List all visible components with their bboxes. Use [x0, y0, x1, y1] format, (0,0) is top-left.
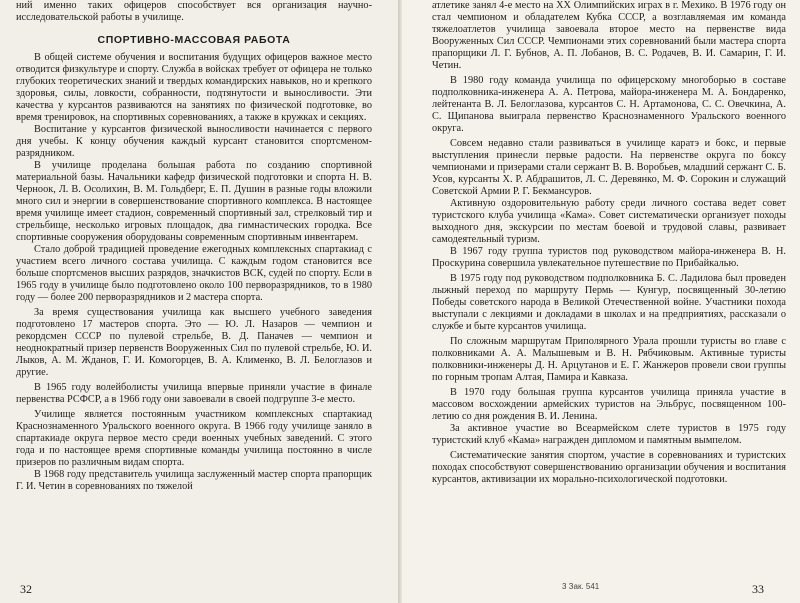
right-paragraph: атлетике занял 4-е место на XX Олимпийских играх в г. Мехико. В 1976 году он стал чемпионом и обладателем Кубка СССР, а возглавляемая им команда тяжелоатлетов училища завоевала второе место на первенстве вида Вооруженных Сил СССР. Чемпионами этих соревнований были мастера спорта прапорщики Л. Г. Бубнов, А. П. Лобанов, В. С. Родачев, В. И. Самарин, Г. И. Четин.: [432, 0, 786, 71]
right-paragraph: В 1967 году группа туристов под руководством майора-инженера В. Н. Проскурина совершила увлекательное путешествие по Прибайкалью.: [432, 246, 786, 269]
left-paragraph: За время существования училища как высшего учебного заведения подготовлено 17 мастеров спорта. Это — Ю. Л. Назаров — чемпион и рекордсмен СССР по пулевой стрельбе, В. Д. Паначев — чемпион и неоднократный призер первенств Вооруженных Сил по пулевой стрельбе, Ю. И. Лыков, А. М. Жданов, Г. И. Комогорцев, В. А. Клименко, В. Л. Белоглазов и другие.: [16, 307, 372, 378]
left-paragraph: В общей системе обучения и воспитания будущих офицеров важное место отводится физкультуре и спорту. Служба в войсках требует от офицера не только глубоких теоретических знаний и твердых командирских навыков, но и крепкого здоровья, силы, ловкости, собранности, подтянутости и выносливости. Эти качества у курсантов развиваются на занятиях по физической подготовке, во время тренировок, на спортивных соревнованиях, а также в кружках и секциях.: [16, 52, 372, 123]
left-top-lines: ний именно таких офицеров способствует вся организация научно-исследовательской работы в училище.: [16, 0, 372, 23]
left-page: [0, 0, 398, 603]
right-paragraph: Систематические занятия спортом, участие в соревнованиях и туристских походах способствуют совершенствованию организации обучения и воспитания курсантов, активизации их морально-психологической подготовки.: [432, 450, 786, 485]
right-paragraph: Активную оздоровительную работу среди личного состава ведет совет туристского клуба училища «Кама». Совет систематически организует походы выходного дня, экскурсии по местам боевой и трудовой славы, развивает самодеятельный туризм.: [432, 198, 786, 245]
section-heading: СПОРТИВНО-МАССОВАЯ РАБОТА: [97, 34, 291, 46]
right-paragraph: В 1970 году большая группа курсантов училища приняла участие в массовом восхождении армейских туристов на Эльбрус, посвященном 100-летию со дня рождения В. И. Ленина.: [432, 387, 786, 422]
left-paragraph: В училище проделана большая работа по созданию спортивной материальной базы. Начальники кафедр физической подготовки и спорта Н. В. Черноок, Л. В. Осолихин, В. М. Гольдберг, Е. П. Душин в разные годы вложили много сил и энергии в совершенствование спортивного комплекса. В настоящее время училище имеет стадион, современный спортивный зал, стрелковый тир и стрельбище, несколько игровых площадок, два гимнастических городка. Все спортивные сооружения оборудованы современным спортивным инвентарем.: [16, 160, 372, 243]
right-paragraph: В 1975 году под руководством подполковника Б. С. Ладилова был проведен лыжный переход по маршруту Пермь — Кунгур, посвященный 30-летию Победы советского народа в Великой Отечественной войне. Участники похода выступали с лекциями и докладами в школах и на предприятиях, рассказали о службе и быте курсантов училища.: [432, 273, 786, 332]
print-imprint: 3 Зак. 541: [562, 582, 600, 591]
left-paragraph: В 1965 году волейболисты училища впервые приняли участие в финале первенства РСФСР, а в 1966 году они завоевали в своей подгруппе 3-е место.: [16, 382, 372, 405]
left-paragraph: В 1968 году представитель училища заслуженный мастер спорта прапорщик Г. И. Четин в соревнованиях по тяжелой: [16, 469, 372, 492]
right-paragraph: За активное участие во Всеармейском слете туристов в 1975 году туристский клуб «Кама» награжден дипломом и памятным вымпелом.: [432, 423, 786, 446]
left-paragraph: Училище является постоянным участником комплексных спартакиад Краснознаменного Уральского военного округа. В 1966 году училище заняло в спартакиаде округа первое место среди военных учебных заведений. С этого года и по настоящее время спортивные команды училища постоянно в числе призеров по различным видам спорта.: [16, 409, 372, 468]
page-number-left: 32: [20, 582, 32, 596]
right-page: [402, 0, 800, 603]
page-number-right: 33: [752, 582, 764, 596]
right-paragraph: Совсем недавно стали развиваться в училище каратэ и бокс, и первые выступления принесли первые радости. На первенстве округа по боксу чемпионами и призерами стали сержант В. В. Воробьев, младший сержант С. Б. Усов, курсанты Х. Р. Абдрашитов, Л. С. Деревянко, М. Ф. Сорокин и служащий Советской Армии Р. Г. Бекмансуров.: [432, 138, 786, 197]
left-paragraph: Воспитание у курсантов физической выносливости начинается с первого дня учебы. К концу обучения каждый курсант становится спортсменом-разрядником.: [16, 124, 372, 159]
right-paragraph: По сложным маршрутам Приполярного Урала прошли туристы во главе с полковниками А. А. Малышевым и В. Н. Рябчиковым. Активные туристы полковники-инженеры Д. Н. Арцутанов и Е. Г. Жанжеров провели свои группы по горным тропам Алтая, Памира и Кавказа.: [432, 336, 786, 383]
left-paragraph: Стало доброй традицией проведение ежегодных комплексных спартакиад с участием всего личного состава училища. С каждым годом становится все больше спортсменов высших разрядов, значкистов ВСК, судей по спорту. Если в 1965 году в училище было подготовлено около 100 перворазрядников, то в 1980 году — более 200 перворазрядников и 2 мастера спорта.: [16, 244, 372, 303]
right-paragraph: В 1980 году команда училища по офицерскому многоборью в составе подполковника-инженера А. А. Петрова, майора-инженера М. А. Бондаренко, лейтенанта В. Л. Белоглазова, курсантов С. Н. Артамонова, С. С. Овечкина, А. С. Щипанова выиграла первенство Краснознаменного Уральского военного округа.: [432, 75, 786, 134]
